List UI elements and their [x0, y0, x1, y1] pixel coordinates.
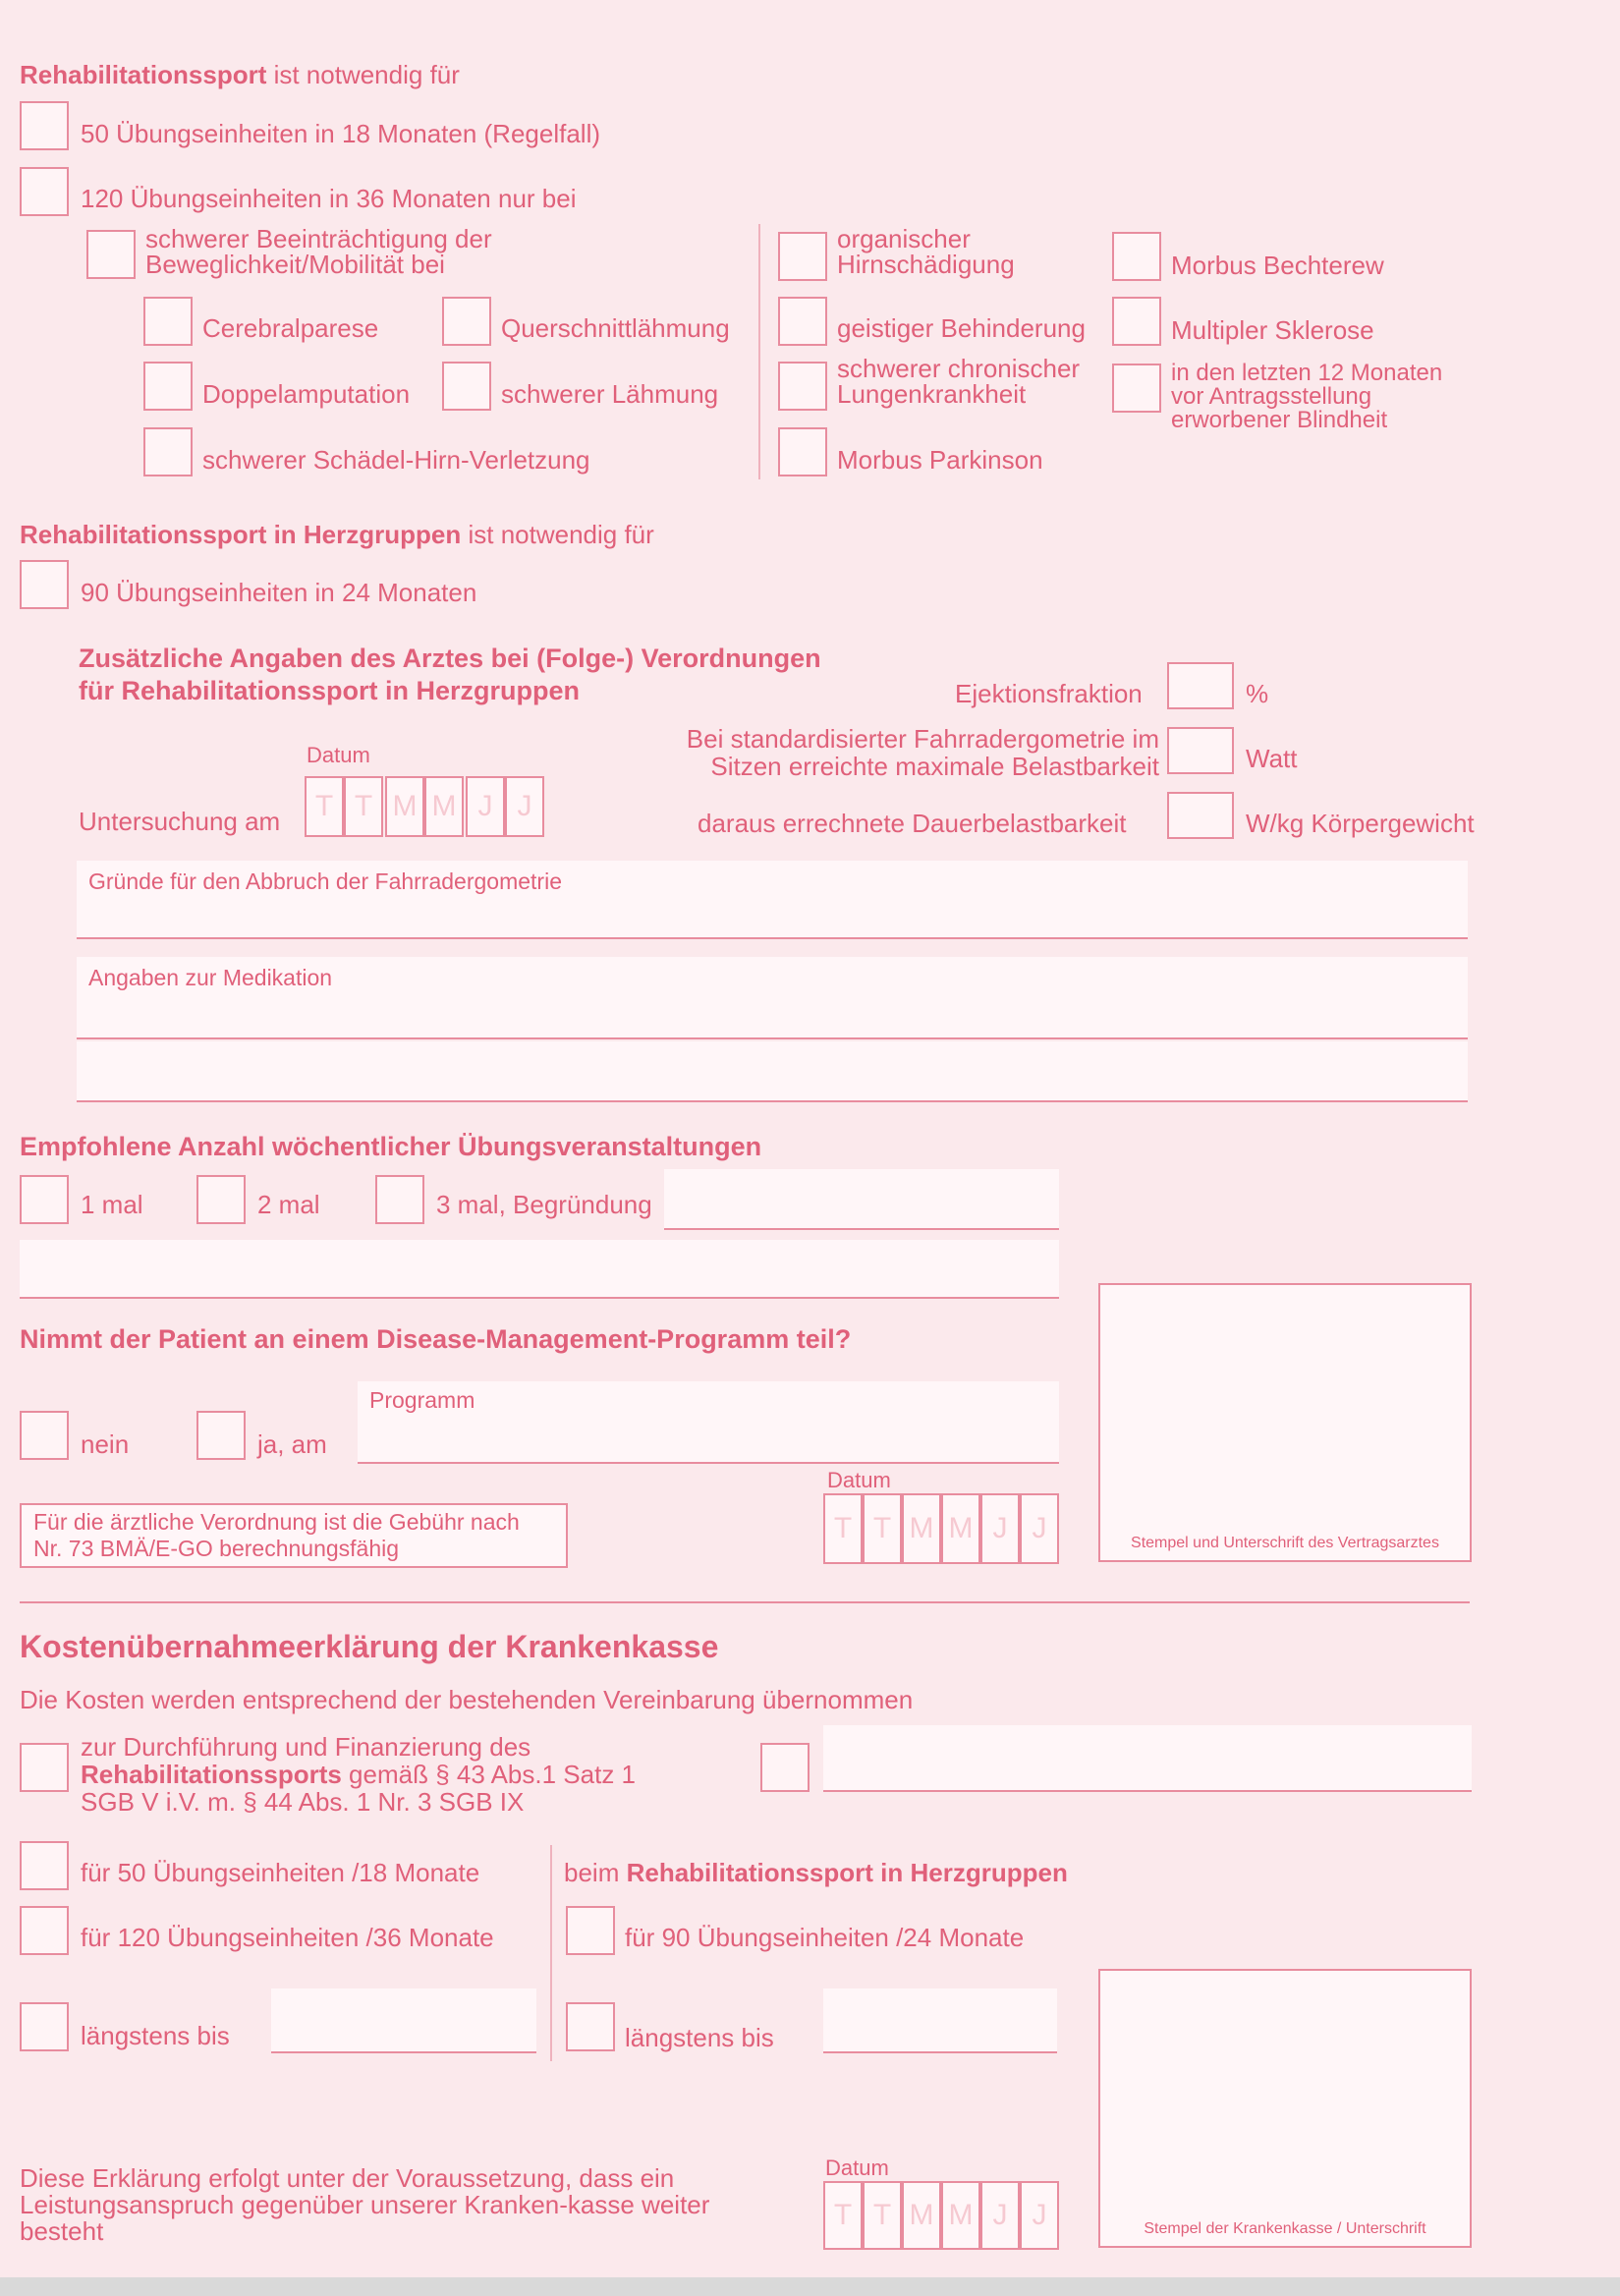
date-cell[interactable]: J — [980, 2181, 1020, 2250]
beim-text: beim — [564, 1858, 627, 1887]
checkbox-90-einheiten[interactable] — [20, 560, 69, 609]
label-doppelamputation: Doppelamputation — [202, 379, 411, 409]
label-fuer-90: für 90 Übungseinheiten /24 Monate — [625, 1923, 1025, 1952]
checkbox-laehmung[interactable] — [442, 362, 491, 411]
gruende-label: Gründe für den Abbruch der Fahrradergometrie — [88, 868, 562, 894]
label-durchfuehrung — [81, 1733, 636, 1816]
zusatz-heading-1: Zusätzliche Angaben des Arztes bei (Folge-) Verordnungen — [79, 644, 821, 673]
checkbox-ja[interactable] — [196, 1411, 246, 1460]
durchfuehrung-bold: Rehabilitationssports — [81, 1760, 342, 1789]
checkbox-120-einheiten[interactable] — [20, 167, 69, 216]
date-cell[interactable]: M — [941, 1493, 980, 1564]
begruendung-field-2[interactable] — [20, 1240, 1059, 1299]
checkbox-sonstige[interactable] — [760, 1743, 810, 1792]
wkg-label: W/kg Körpergewicht — [1246, 809, 1475, 838]
label-3-mal: 3 mal, Begründung — [436, 1190, 652, 1219]
label-50-einheiten: 50 Übungseinheiten in 18 Monaten (Regelfall) — [81, 119, 601, 148]
laengstens-field-1[interactable] — [271, 1988, 536, 2053]
heading-bold: Rehabilitationssport — [20, 60, 267, 89]
date-cell[interactable]: T — [344, 776, 383, 837]
label-lunge: schwerer chronischer Lungenkrankheit — [837, 354, 1081, 409]
date-cell[interactable]: M — [385, 776, 424, 837]
checkbox-3-mal[interactable] — [375, 1175, 424, 1224]
checkbox-1-mal[interactable] — [20, 1175, 69, 1224]
checkbox-schaedel[interactable] — [143, 427, 193, 476]
label-sklerose: Multipler Sklerose — [1171, 315, 1374, 345]
kosten-intro: Die Kosten werden entsprechend der bestehenden Vereinbarung übernommen — [20, 1685, 914, 1714]
checkbox-lunge[interactable] — [778, 362, 827, 411]
checkbox-geistig[interactable] — [778, 297, 827, 346]
durchfuehrung-line-1: zur Durchführung und Finanzierung des — [81, 1732, 531, 1762]
checkbox-beeintraechtigung[interactable] — [86, 230, 136, 279]
label-beim-herzgruppen — [564, 1859, 1068, 1886]
laengstens-field-2[interactable] — [823, 1988, 1057, 2053]
label-120-einheiten: 120 Übungseinheiten in 36 Monaten nur bei — [81, 184, 577, 213]
column-divider — [758, 224, 760, 479]
ejektion-field[interactable] — [1167, 662, 1234, 709]
date-cell[interactable]: M — [902, 1493, 941, 1564]
date-cell[interactable]: T — [863, 2181, 902, 2250]
checkbox-hirnschaedigung[interactable] — [778, 232, 827, 281]
label-ja: ja, am — [257, 1429, 327, 1459]
checkbox-laengstens-2[interactable] — [566, 2002, 615, 2051]
checkbox-50-einheiten[interactable] — [20, 101, 69, 150]
checkbox-doppelamputation[interactable] — [143, 362, 193, 411]
date-cell[interactable]: T — [305, 776, 344, 837]
label-beeintraechtigung: schwerer Beeinträchtigung der Beweglichkeit/Mobilität bei — [145, 224, 492, 279]
label-laengstens-1: längstens bis — [81, 2021, 230, 2050]
label-2-mal: 2 mal — [257, 1190, 320, 1219]
sonstige-field[interactable] — [823, 1725, 1472, 1792]
watt-field[interactable] — [1167, 727, 1234, 774]
erklaerung-text: Diese Erklärung erfolgt unter der Voraussetzung, dass ein Leistungsanspruch gegenüber unserer Kranken-kasse weiter besteht — [20, 2163, 710, 2246]
label-geistig: geistiger Behinderung — [837, 313, 1086, 343]
checkbox-sklerose[interactable] — [1112, 297, 1161, 346]
datum-label-arzt: Datum — [827, 1468, 891, 1492]
date-cell[interactable]: T — [823, 1493, 863, 1564]
medikation-field[interactable] — [77, 957, 1468, 1039]
empfohlene-heading: Empfohlene Anzahl wöchentlicher Übungsveranstaltungen — [20, 1132, 762, 1161]
label-blindheit: in den letzten 12 Monaten vor Antragsstellung erworbener Blindheit — [1171, 360, 1443, 433]
medikation-field-2[interactable] — [77, 1041, 1468, 1102]
checkbox-blindheit[interactable] — [1112, 364, 1161, 413]
checkbox-2-mal[interactable] — [196, 1175, 246, 1224]
checkbox-fuer-120[interactable] — [20, 1906, 69, 1955]
date-cell[interactable]: M — [424, 776, 464, 837]
checkbox-durchfuehrung[interactable] — [20, 1743, 69, 1792]
datum-label: Datum — [307, 743, 370, 767]
datum-label-kasse: Datum — [825, 2156, 889, 2180]
heading-rest: ist notwendig für — [461, 520, 654, 549]
checkbox-cerebralparese[interactable] — [143, 297, 193, 346]
dauer-field[interactable] — [1167, 792, 1234, 839]
ejektion-label: Ejektionsfraktion — [955, 679, 1143, 708]
heading-rest: ist notwendig für — [266, 60, 460, 89]
label-fuer-120: für 120 Übungseinheiten /36 Monate — [81, 1923, 494, 1952]
programm-label: Programm — [369, 1387, 475, 1413]
gruende-field[interactable] — [77, 861, 1468, 939]
label-laengstens-2: längstens bis — [625, 2023, 774, 2052]
label-querschnitt: Querschnittlähmung — [501, 313, 730, 343]
checkbox-parkinson[interactable] — [778, 427, 827, 476]
date-cell[interactable]: J — [505, 776, 544, 837]
heading-bold: Rehabilitationssport in Herzgruppen — [20, 520, 462, 549]
checkbox-querschnitt[interactable] — [442, 297, 491, 346]
date-cell[interactable]: M — [902, 2181, 941, 2250]
label-schaedel: schwerer Schädel-Hirn-Verletzung — [202, 445, 590, 475]
durchfuehrung-rest: gemäß § 43 Abs.1 Satz 1 — [341, 1760, 637, 1789]
gebuehr-box: Für die ärztliche Verordnung ist die Gebühr nach Nr. 73 BMÄ/E-GO berechnungsfähig — [20, 1503, 568, 1568]
label-hirnschaedigung: organischer Hirnschädigung — [837, 224, 1015, 279]
label-laehmung: schwerer Lähmung — [501, 379, 719, 409]
medikation-label: Angaben zur Medikation — [88, 965, 333, 990]
label-fuer-50: für 50 Übungseinheiten /18 Monate — [81, 1858, 480, 1887]
label-nein: nein — [81, 1429, 130, 1459]
label-90-einheiten: 90 Übungseinheiten in 24 Monaten — [81, 578, 477, 607]
durchfuehrung-line-2 — [81, 1761, 636, 1788]
stempel-kasse-box[interactable] — [1098, 1969, 1472, 2248]
label-parkinson: Morbus Parkinson — [837, 445, 1043, 475]
section-divider — [20, 1601, 1470, 1603]
checkbox-laengstens-1[interactable] — [20, 2002, 69, 2051]
durchfuehrung-line-3: SGB V i.V. m. § 44 Abs. 1 Nr. 3 SGB IX — [81, 1787, 525, 1817]
untersuchung-label: Untersuchung am — [79, 807, 281, 836]
percent-label: % — [1246, 679, 1269, 708]
label-bechterew: Morbus Bechterew — [1171, 251, 1384, 280]
section-rehasport-heading — [20, 61, 460, 88]
scan-edge — [0, 2277, 1620, 2296]
date-cell[interactable]: J — [466, 776, 505, 837]
date-cell[interactable]: M — [941, 2181, 980, 2250]
date-cell[interactable]: J — [1020, 2181, 1059, 2250]
date-cell[interactable]: T — [863, 1493, 902, 1564]
checkbox-nein[interactable] — [20, 1411, 69, 1460]
dmp-heading: Nimmt der Patient an einem Disease-Management-Programm teil? — [20, 1324, 852, 1354]
beim-bold: Rehabilitationssport in Herzgruppen — [626, 1858, 1068, 1887]
label-cerebralparese: Cerebralparese — [202, 313, 379, 343]
column-divider-2 — [550, 1845, 552, 2061]
watt-label: Watt — [1246, 744, 1298, 773]
checkbox-fuer-50[interactable] — [20, 1841, 69, 1890]
section-herzgruppen-heading — [20, 521, 654, 548]
programm-field[interactable] — [358, 1381, 1059, 1464]
kosten-heading: Kostenübernahmeerklärung der Krankenkasse — [20, 1629, 719, 1664]
checkbox-fuer-90[interactable] — [566, 1906, 615, 1955]
date-cell[interactable]: J — [980, 1493, 1020, 1564]
stempel-kasse-label: Stempel der Krankenkasse / Unterschrift — [1144, 2220, 1426, 2237]
zusatz-heading-2: für Rehabilitationssport in Herzgruppen — [79, 676, 581, 705]
dauer-label: daraus errechnete Dauerbelastbarkeit — [698, 809, 1127, 838]
begruendung-field[interactable] — [664, 1169, 1059, 1230]
date-cell[interactable]: T — [823, 2181, 863, 2250]
stempel-arzt-label: Stempel und Unterschrift des Vertragsarztes — [1131, 1535, 1439, 1551]
stempel-arzt-box[interactable] — [1098, 1283, 1472, 1562]
checkbox-bechterew[interactable] — [1112, 232, 1161, 281]
ergometrie-label: Bei standardisierter Fahrradergometrie im Sitzen erreichte maximale Belastbarkeit — [686, 724, 1159, 781]
date-cell[interactable]: J — [1020, 1493, 1059, 1564]
label-1-mal: 1 mal — [81, 1190, 143, 1219]
